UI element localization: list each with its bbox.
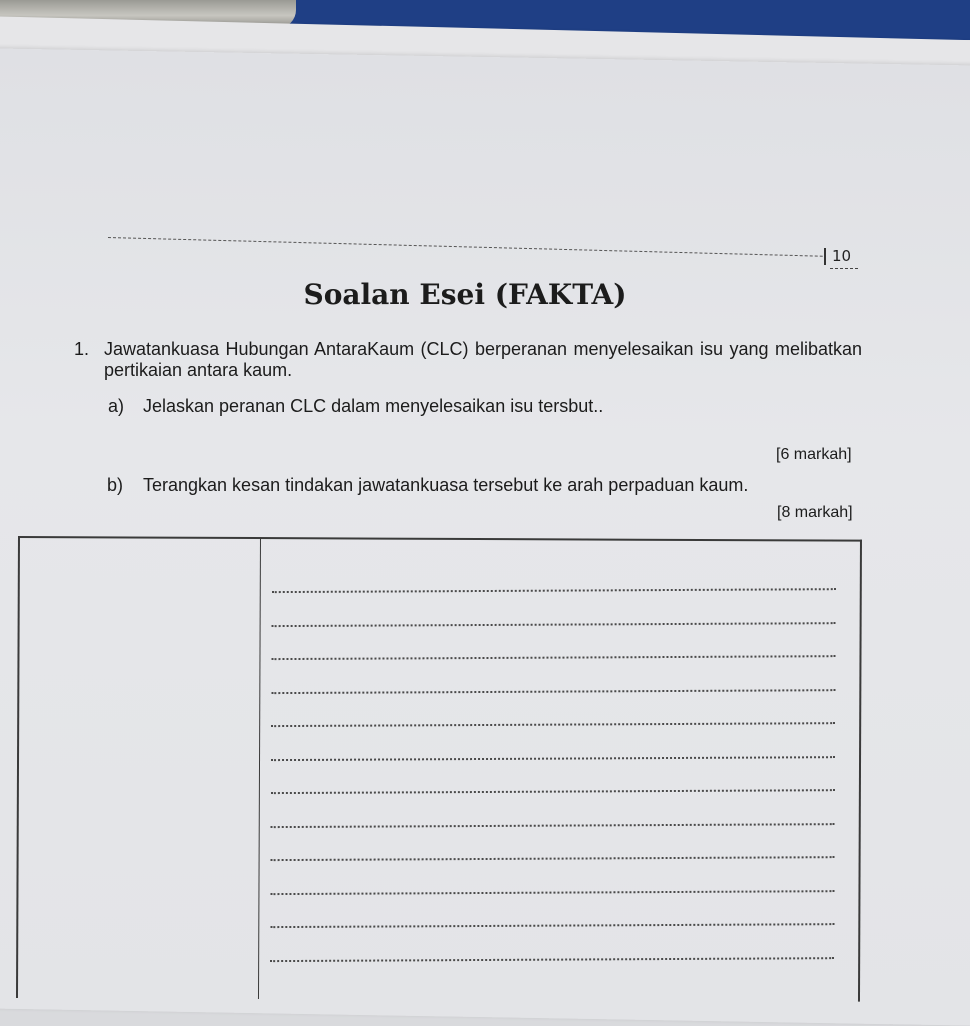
question-number: 1. [74, 339, 90, 359]
part-b-text: Terangkan kesan tindakan jawatankuasa tersebut ke arah perpaduan kaum. [143, 475, 749, 495]
question-text: Jawatankuasa Hubungan AntaraKaum (CLC) berperanan menyelesaikan isu yang melibatkan pertikaian antara kaum. [104, 339, 862, 380]
page-title: Soalan Esei (FAKTA) [303, 278, 627, 311]
answer-line[interactable] [271, 823, 835, 828]
answer-line[interactable] [271, 655, 835, 660]
part-b-label: b) [107, 475, 124, 495]
answer-line[interactable] [272, 588, 836, 593]
answer-box [16, 536, 862, 1002]
part-a-text: Jelaskan peranan CLC dalam menyelesaikan isu tersbut.. [143, 396, 604, 416]
part-a-label: a) [108, 396, 125, 416]
part-b-marks: [8 markah] [777, 504, 853, 521]
page-number: 10 [824, 248, 851, 265]
answer-line[interactable] [271, 756, 835, 761]
answer-line[interactable] [272, 622, 836, 627]
answer-line[interactable] [270, 957, 834, 962]
answer-line[interactable] [270, 923, 834, 928]
answer-line[interactable] [271, 789, 835, 794]
page-number-underline [830, 268, 858, 269]
answer-line[interactable] [271, 722, 835, 727]
answer-line[interactable] [271, 856, 835, 861]
answer-column-divider [258, 539, 261, 999]
part-a-marks: [6 markah] [776, 446, 852, 463]
answer-line[interactable] [270, 890, 834, 895]
answer-lines [20, 538, 860, 542]
answer-line[interactable] [271, 689, 835, 694]
